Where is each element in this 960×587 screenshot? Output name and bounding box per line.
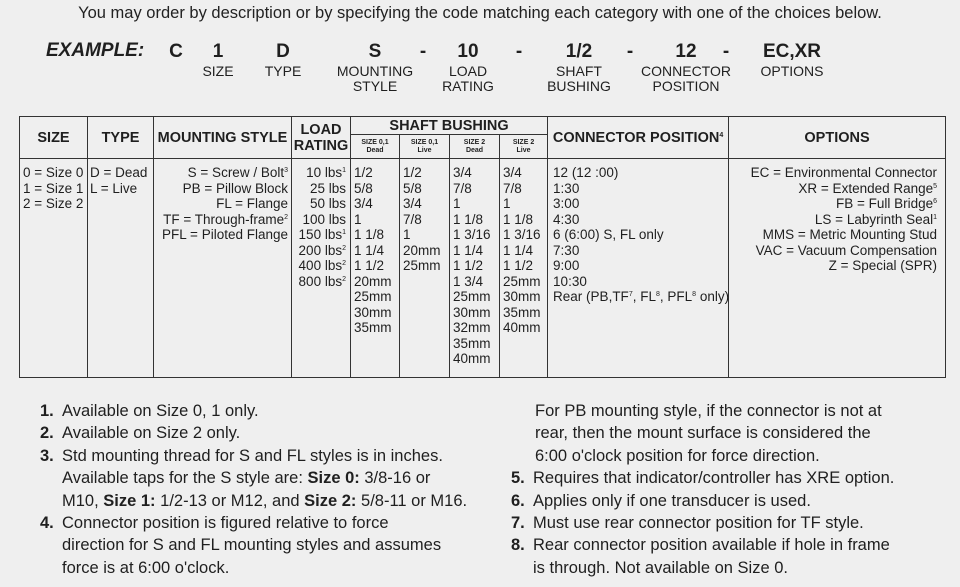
example-code: D (276, 41, 290, 62)
cell-line: 5/8 (354, 180, 373, 196)
cell-line: 20mm (403, 242, 441, 258)
cell-line: LS = Labyrinth Seal$^1$ (814, 211, 938, 227)
cell-line: 1 1/2 (354, 258, 385, 273)
example-caption: SIZE (202, 63, 234, 79)
cell-line: 0 = Size 0 (23, 165, 84, 180)
example-code: 1/2 (565, 41, 593, 62)
cell-line: 40mm (503, 320, 541, 335)
cell-line: 400 lbs$^2$ (298, 258, 346, 273)
intro-text: You may order by description or by specifying the code matching each category with one of the choices below. (78, 4, 882, 22)
cell-line: EC = Environmental Connector (750, 165, 938, 180)
header-shaft-bushing: SHAFT BUSHING (351, 117, 548, 135)
cell-line: D = Dead (90, 165, 148, 180)
cell-line: 150 lbs$^1$ (298, 227, 346, 242)
cell-line: 32mm (453, 320, 491, 335)
cell-line: 1/2 (354, 165, 373, 180)
cell-line: 7:30 (553, 242, 580, 258)
example-dash: - (515, 41, 523, 62)
cell-line: 6 (6:00) S, FL only (553, 227, 664, 242)
example-dash: - (626, 41, 634, 62)
cell-line: 1 (403, 227, 411, 242)
header-mounting-style: MOUNTING STYLE (154, 117, 292, 159)
cell-line: 5/8 (403, 180, 422, 196)
cell-line: TF = Through-frame$^2$ (163, 211, 288, 227)
col-sb-size01-dead (351, 159, 400, 378)
cell-line: 25mm (453, 289, 491, 304)
cell-line: 9:00 (553, 258, 580, 273)
footnote-8: 8. Rear connector position available if hole in frame is through. Not available on Size 0. (511, 536, 890, 577)
col-connector-position (548, 159, 729, 378)
example-caption: MOUNTING STYLE (336, 63, 414, 94)
example-code: 1 (212, 41, 224, 62)
connector-list (553, 165, 728, 289)
cell-line: 1 = Size 1 (23, 180, 84, 196)
cell-line: 30mm (503, 289, 541, 304)
example-code-series (169, 40, 183, 64)
cell-line: 1 1/8 (354, 227, 385, 242)
cell-line: 200 lbs$^2$ (298, 242, 346, 258)
cell-line: 10 lbs$^1$ (306, 165, 346, 180)
footnote-1: 1. Available on Size 0, 1 only. (40, 402, 259, 420)
cell-line: 20mm (354, 273, 392, 289)
cell-line: 100 lbs (302, 211, 346, 227)
col-size (20, 159, 88, 378)
col-type (88, 159, 154, 378)
header-sb-size2-dead: SIZE 2 Dead (450, 135, 500, 159)
cell-line: VAC = Vacuum Compensation (755, 242, 938, 258)
example-code-bushing (543, 40, 615, 94)
example-caption: SHAFT BUSHING (547, 63, 611, 94)
cell-line: 40mm (453, 351, 491, 366)
footnote-4: 4. Connector position is figured relative to force direction for S and FL mounting styles and assumes force is at 6:00 o'clock. (40, 514, 442, 577)
header-sb-size2-live: SIZE 2 Live (500, 135, 548, 159)
example-code-size (202, 40, 233, 79)
header-size: SIZE (20, 117, 88, 159)
cell-line: 12 (12 :00) (553, 165, 619, 180)
footnotes-left (40, 400, 500, 579)
cell-line: 1 (354, 211, 362, 227)
cell-line: 2 = Size 2 (23, 196, 84, 211)
cell-line: 1 1/8 (503, 211, 534, 227)
example-code: S (368, 41, 382, 62)
cell-line: 1 (453, 196, 461, 211)
col-mounting-style (154, 159, 292, 378)
header-type: TYPE (88, 117, 154, 159)
cell-line: 1 3/16 (453, 227, 491, 242)
cell-line: PFL = Piloted Flange (162, 227, 288, 242)
example-caption: OPTIONS (760, 63, 824, 79)
example-dash: - (419, 41, 427, 62)
footnote-7: 7. Must use rear connector position for TF style. (511, 514, 864, 533)
cell-line: 3/4 (403, 196, 422, 211)
header-sb-size01-live: SIZE 0,1 Live (400, 135, 450, 159)
footnote-2: 2. Available on Size 2 only. (40, 424, 241, 443)
example-code-load (437, 40, 499, 94)
header-sb-size01-dead: SIZE 0,1 Dead (351, 135, 400, 159)
footnote-3: 3. Std mounting thread for S and FL styles is in inches. Available taps for the S style are: Size 0: 3/8-16 or M10, Size 1: 1/2-13 or M12, and Size 2: 5/8-11 or M16. (40, 446, 468, 510)
cell-line: 1:30 (553, 180, 580, 196)
example-code-type (265, 40, 302, 79)
cell-line: MMS = Metric Mounting Stud (762, 227, 938, 242)
example-code: EC,XR (762, 41, 822, 62)
cell-line: 10:30 (553, 273, 587, 289)
col-load-rating (292, 159, 351, 378)
cell-line: XR = Extended Range$^5$ (798, 180, 938, 196)
cell-line: 1 1/2 (453, 258, 484, 273)
ordering-table (19, 116, 946, 378)
example-caption: LOAD RATING (442, 63, 494, 94)
cell-line: 25mm (403, 258, 441, 273)
footnote-4-continued: For PB mounting style, if the connector is not at rear, then the mount surface is considered the 6:00 o'clock position for force direction. (535, 402, 882, 465)
cell-line: L = Live (90, 180, 138, 196)
cell-line: PB = Pillow Block (182, 180, 288, 196)
cell-line: 3:00 (553, 196, 580, 211)
cell-line: 1 3/4 (453, 273, 484, 289)
example-label: EXAMPLE: (46, 40, 145, 61)
header-load-rating: LOAD RATING (292, 117, 351, 159)
cell-line: 7/8 (403, 211, 422, 227)
cell-line: 1 1/8 (453, 211, 484, 227)
cell-line: 30mm (354, 304, 392, 320)
cell-line: 25mm (503, 273, 541, 289)
cell-line: 1 1/4 (503, 242, 534, 258)
cell-line: FB = Full Bridge$^6$ (835, 196, 938, 211)
cell-line: 1 1/2 (503, 258, 534, 273)
cell-line: 30mm (453, 304, 491, 320)
col-sb-size2-dead (450, 159, 500, 378)
footnotes-right (511, 400, 951, 579)
cell-line: 1/2 (403, 165, 422, 180)
example-code: 10 (457, 41, 479, 62)
header-options: OPTIONS (729, 117, 946, 159)
cell-line: 7/8 (453, 180, 472, 196)
cell-line: 3/4 (354, 196, 373, 211)
example-row (0, 40, 960, 100)
col-options (729, 159, 946, 378)
cell-line: 1 (503, 196, 511, 211)
cell-line: 50 lbs (309, 196, 346, 211)
cell-line: 35mm (453, 335, 491, 351)
example-code: 12 (675, 41, 697, 62)
col-sb-size2-live (500, 159, 548, 378)
cell-line: 7/8 (503, 180, 522, 196)
example-caption: CONNECTOR POSITION (641, 63, 731, 94)
cell-line: S = Screw / Bolt$^3$ (187, 165, 288, 180)
cell-line: 4:30 (553, 211, 580, 227)
footnote-6: 6. Applies only if one transducer is used. (511, 491, 811, 510)
cell-line: 3/4 (503, 165, 522, 180)
cell-line: 1 1/4 (354, 242, 385, 258)
connector-rear: Rear ($PB,TF^7$, $FL^8$, PFL$^8$ only) (553, 289, 730, 304)
cell-line: 800 lbs$^2$ (298, 273, 346, 289)
header-connector-position: CONNECTOR POSITION$^4$ (548, 117, 729, 159)
cell-line: 1 3/16 (503, 227, 541, 242)
cell-line: 1 1/4 (453, 242, 484, 258)
example-code-options (760, 40, 823, 79)
footnote-5: 5. Requires that indicator/controller has XRE option. (511, 469, 895, 488)
cell-line: FL = Flange (216, 196, 288, 211)
cell-line: 35mm (503, 304, 541, 320)
col-sb-size01-live (400, 159, 450, 378)
cell-line: Z = Special (SPR) (828, 258, 938, 273)
cell-line: 35mm (354, 320, 392, 335)
example-code-mounting (330, 40, 420, 94)
example-code: C (169, 41, 183, 62)
example-code-connector (636, 40, 736, 94)
cell-line: 25 lbs (309, 180, 346, 196)
example-caption: TYPE (264, 63, 302, 79)
example-dash: - (722, 41, 730, 62)
cell-line: 3/4 (453, 165, 472, 180)
cell-line: 25mm (354, 289, 392, 304)
